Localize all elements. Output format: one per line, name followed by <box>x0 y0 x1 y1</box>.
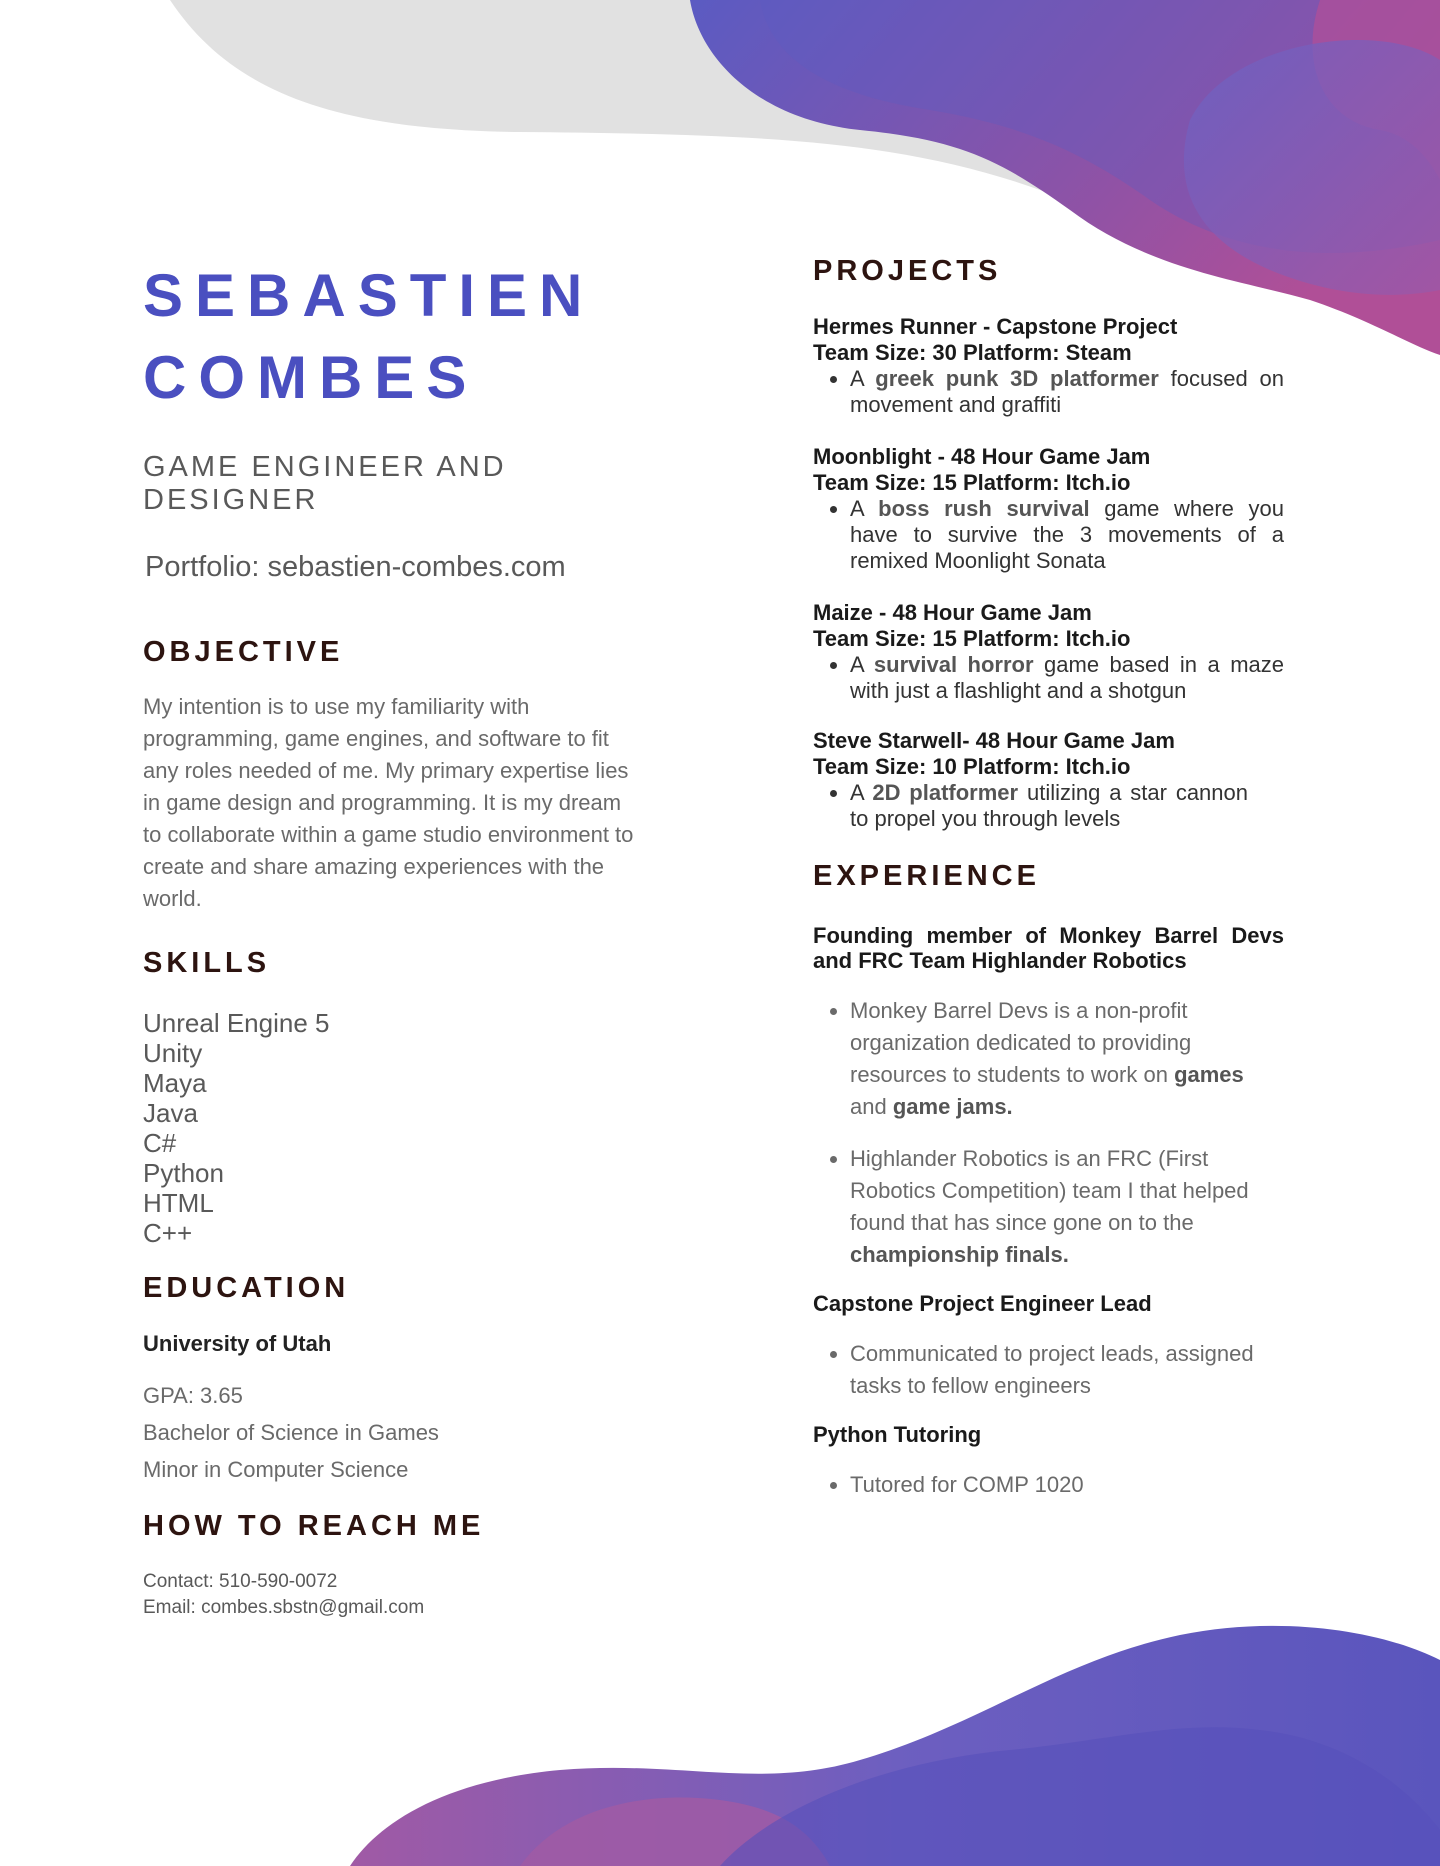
experience-bullet: • Highlander Robotics is an FRC (First Robotics Competition) team I that helped found that has since gone on to the championship finals. <box>850 1143 1284 1271</box>
project-entry <box>813 728 1284 832</box>
name-first: SEBASTIEN <box>143 262 595 329</box>
experience-heading: EXPERIENCE <box>813 860 1040 892</box>
minor: Minor in Computer Science <box>143 1457 409 1482</box>
project-entry <box>813 444 1284 574</box>
email-address[interactable]: Email: combes.sbstn@gmail.com <box>143 1597 425 1618</box>
contact-info <box>143 1569 683 1621</box>
project-meta: Team Size: 30 Platform: Steam <box>813 340 1132 365</box>
skill-item: Unity <box>143 1038 203 1068</box>
right-column <box>813 255 1284 1521</box>
objective-heading: OBJECTIVE <box>143 636 344 668</box>
experience-title: Founding member of Monkey Barrel Devs and FRC Team Highlander Robotics <box>813 923 1284 973</box>
experience-title: Capstone Project Engineer Lead <box>813 1291 1152 1316</box>
skill-item: Java <box>143 1098 198 1128</box>
skill-item: Python <box>143 1158 224 1188</box>
experience-title: Python Tutoring <box>813 1422 982 1447</box>
left-column <box>143 255 683 1621</box>
project-bullet: • A survival horror game based in a maze with just a flashlight and a shotgun <box>850 652 1284 704</box>
project-meta: Team Size: 15 Platform: Itch.io <box>813 626 1131 651</box>
skill-item: Unreal Engine 5 <box>143 1008 330 1038</box>
experience-bullet: • Monkey Barrel Devs is a non-profit organization dedicated to providing resources to students to work on games and game jams. <box>850 995 1284 1123</box>
skill-item: HTML <box>143 1188 214 1218</box>
skills-list <box>143 1008 683 1248</box>
objective-text: My intention is to use my familiarity with programming, game engines, and software to fit any roles needed of me. My primary expertise lies in game design and programming. It is my dream to collaborate within a game studio environment to create and share amazing experiences with the world. <box>143 694 634 911</box>
gpa: GPA: 3.65 <box>143 1383 243 1408</box>
project-title: Maize - 48 Hour Game Jam <box>813 600 1092 625</box>
skill-item: C# <box>143 1128 177 1158</box>
project-bullets <box>813 496 1284 574</box>
school-name: University of Utah <box>143 1331 332 1356</box>
experience-bullets <box>813 1338 1284 1402</box>
skill-item: C++ <box>143 1218 193 1248</box>
project-bullets <box>813 366 1284 418</box>
reach-heading: HOW TO REACH ME <box>143 1510 485 1542</box>
phone-number: Contact: 510-590-0072 <box>143 1571 338 1592</box>
skills-heading: SKILLS <box>143 947 271 979</box>
experience-bullet: • Tutored for COMP 1020 <box>850 1469 1284 1501</box>
experience-bullets <box>813 1469 1284 1501</box>
degree: Bachelor of Science in Games <box>143 1420 439 1445</box>
project-title: Hermes Runner - Capstone Project <box>813 314 1178 339</box>
experience-bullets <box>813 995 1284 1271</box>
project-bullet: • A boss rush survival game where you have to survive the 3 movements of a remixed Moonlight Sonata <box>850 496 1284 574</box>
name-last: COMBES <box>143 344 479 411</box>
portfolio-link[interactable]: Portfolio: sebastien-combes.com <box>145 551 566 583</box>
project-entry <box>813 600 1284 704</box>
project-bullet: • A greek punk 3D platformer focused on movement and graffiti <box>850 366 1284 418</box>
project-title: Moonblight - 48 Hour Game Jam <box>813 444 1151 469</box>
project-meta: Team Size: 15 Platform: Itch.io <box>813 470 1131 495</box>
project-entry <box>813 314 1284 418</box>
experience-bullet: • Communicated to project leads, assigned tasks to fellow engineers <box>850 1338 1284 1402</box>
projects-heading: PROJECTS <box>813 255 1002 287</box>
education-details <box>143 1377 683 1488</box>
project-bullets <box>813 652 1284 704</box>
job-title: GAME ENGINEER AND DESIGNER <box>143 451 507 516</box>
skill-item: Maya <box>143 1068 207 1098</box>
project-title: Steve Starwell- 48 Hour Game Jam <box>813 728 1175 753</box>
project-meta: Team Size: 10 Platform: Itch.io <box>813 754 1131 779</box>
blue-wave-bottom <box>720 1727 1440 1866</box>
project-bullet: • A 2D platformer utilizing a star cannon to propel you through levels <box>850 780 1248 832</box>
project-bullets <box>813 780 1248 832</box>
candidate-name <box>143 255 683 419</box>
education-heading: EDUCATION <box>143 1272 350 1304</box>
